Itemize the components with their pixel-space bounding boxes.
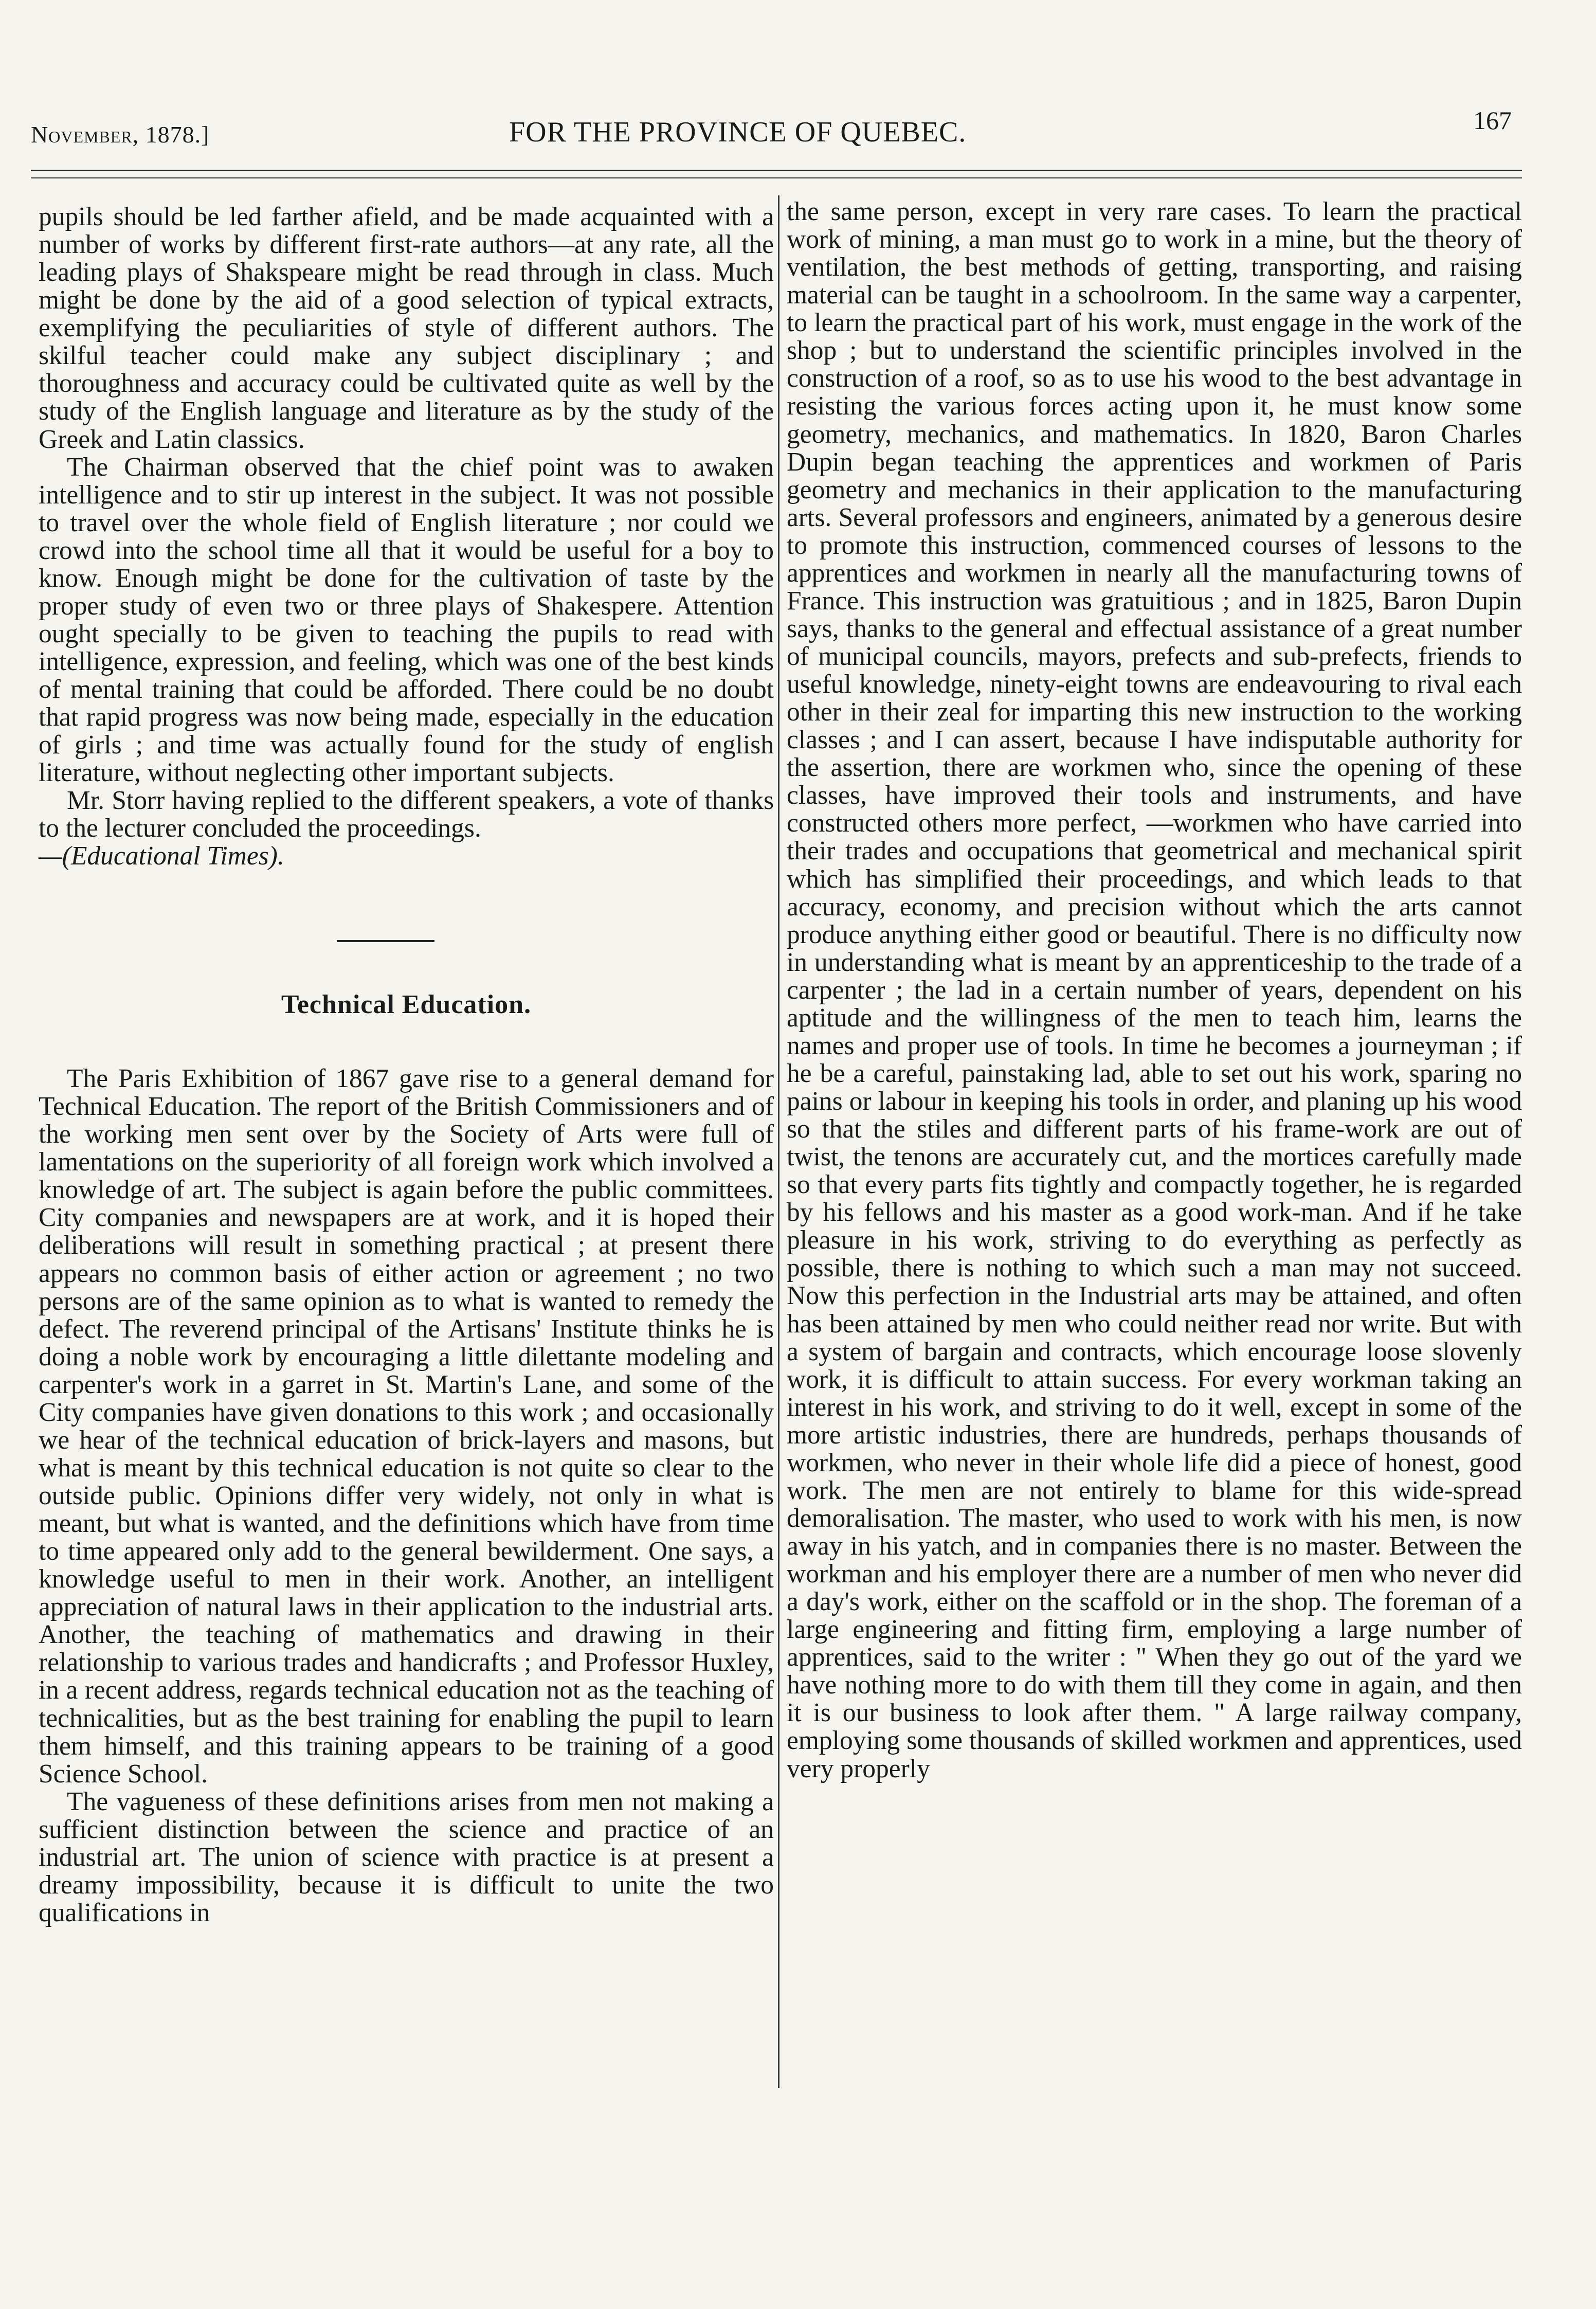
page-number: 167: [1473, 106, 1512, 135]
paragraph: pupils should be led farther afield, and be made acquainted with a number of works by different first-rate authors—at any rate, all the leading plays of Shakspeare might be read through in class. Much might be done by the aid of a good selection of typical extracts, exemplifying the peculiarities of style of different authors. The skilful teacher could make any subject disciplinary ; and thoroughness and accuracy could be cultivated quite as well by the study of the English language and literature as by the study of the Greek and Latin classics.: [39, 202, 774, 454]
running-title: FOR THE PROVINCE OF QUEBEC.: [509, 116, 967, 148]
header-rule: [31, 170, 1522, 171]
right-column: [787, 198, 1522, 1783]
paragraph: Mr. Storr having replied to the different speakers, a vote of thanks to the lecturer concluded the proceedings.: [39, 786, 774, 843]
header-rule-secondary: [31, 177, 1522, 178]
left-column: [39, 203, 774, 1927]
citation: —(Educational Times).: [39, 841, 284, 871]
issue-date: November, 1878.]: [31, 121, 210, 148]
paragraph: The Paris Exhibition of 1867 gave rise to a general demand for Technical Education. The report of the British Commissioners and of the working men sent over by the Society of Arts were full of lamentations on the superiority of all foreign work which involved a knowledge of art. The subject is again before the public committees. City companies and newspapers are at work, and it is hoped their deliberations will result in something practical ; at present there appears no common basis of either action or agreement ; no two persons are of the same opinion as to what is wanted to remedy the defect. The reverend principal of the Artisans' Institute thinks he is doing a noble work by encouraging a little dilettante modeling and carpenter's work in a garret in St. Martin's Lane, and some of the City companies have given donations to this work ; and occasionally we hear of the technical education of brick-layers and masons, but what is meant by this technical education is not quite so clear to the outside public. Opinions differ very widely, not only in what is meant, but what is wanted, and the definitions which have from time to time appeared only add to the general bewilderment. One says, a knowledge useful to men in their work. Another, an intelligent appreciation of natural laws in their application to the industrial arts. Another, the teaching of mathematics and drawing in their relationship to various trades and handicrafts ; and Professor Huxley, in a recent address, regards technical education not as the teaching of technicalities, but as the best training for enabling the pupil to learn them himself, and this training appears to be training of a good Science School.: [39, 1064, 774, 1789]
page-header: [31, 105, 1522, 147]
column-divider: [778, 195, 779, 2088]
section-separator: [337, 940, 434, 942]
paragraph: The Chairman observed that the chief point was to awaken intelligence and to stir up interest in the subject. It was not possible to travel over the whole field of English literature ; nor could we crowd into the school time all that it would be useful for a boy to know. Enough might be done for the cultivation of taste by the proper study of even two or three plays of Shakespere. Attention ought specially to be given to teaching the pupils to read with intelligence, expression, and feeling, which was one of the best kinds of mental training that could be afforded. There could be no doubt that rapid progress was now being made, especially in the education of girls ; and time was actually found for the study of english literature, without neglecting other important subjects.: [39, 452, 774, 788]
section-heading: Technical Education.: [281, 989, 532, 1019]
paragraph: the same person, except in very rare cases. To learn the practical work of mining, a man must go to work in a mine, but the theory of ventilation, the best methods of getting, transporting, and raising material can be taught in a schoolroom. In the same way a carpenter, to learn the practical part of his work, must engage in the work of the shop ; but to understand the scientific principles involved in the construction of a roof, so as to use his wood to the best advantage in resisting the various forces acting upon it, he must know some geometry, mechanics, and mathematics. In 1820, Baron Charles Dupin began teaching the apprentices and workmen of Paris geometry and mechanics in their application to the manufacturing arts. Several professors and engineers, animated by a generous desire to promote this instruction, commenced courses of lessons to the apprentices and workmen in nearly all the manufacturing towns of France. This instruction was gratuitious ; and in 1825, Baron Dupin says, thanks to the general and effectual assistance of a great number of municipal councils, mayors, prefects and sub-prefects, friends to useful knowledge, ninety-eight towns are endeavouring to rival each other in their zeal for imparting this new instruction to the working classes ; and I can assert, because I have indisputable authority for the assertion, there are workmen who, since the opening of these classes, have improved their tools and instruments, and have constructed others more perfect, —workmen who have carried into their trades and occupations that geometrical and mechanical spirit which has simplified their proceedings, and which leads to that accuracy, economy, and precision without which the arts cannot produce anything either good or beautiful. There is no difficulty now in understanding what is meant by an apprenticeship to the trade of a carpenter ; the lad in a certain number of years, dependent on his aptitude and the willingness of the men to teach him, learns the names and proper use of tools. In time he becomes a journeyman ; if he be a careful, painstaking lad, able to set out his work, sparing no pains or labour in keeping his tools in order, and planing up his wood so that the stiles and different parts of his frame-work are out of twist, the tenons are accurately cut, and the mortices carefully made so that every parts fits tightly and compactly together, he is regarded by his fellows and his master as a good work-man. And if he take pleasure in his work, striving to do everything as perfectly as possible, there is nothing to which such a man may not succeed. Now this perfection in the Industrial arts may be attained, and often has been attained by men who could neither read nor write. But with a system of bargain and contracts, which encourage loose slovenly work, it is difficult to attain success. For every workman taking an interest in his work, and striving to do it well, except in some of the more artistic industries, there are hundreds, perhaps thousands of workmen, who never in their whole life did a piece of honest, good work. The men are not entirely to blame for this wide-spread demoralisation. The master, who used to work with his men, is now away in his yatch, and in companies there is no master. Between the workman and his employer there are a number of men who never did a day's work, either on the scaffold or in the shop. The foreman of a large engineering and fitting firm, employing a large number of apprentices, said to the writer : " When they go out of the yard we have nothing more to do with them till they come in again, and then it is our business to look after them. " A large railway company, employing some thousands of skilled workmen and apprentices, used very properly: [787, 197, 1522, 1783]
paragraph: The vagueness of these definitions arises from men not making a sufficient distinction between the science and practice of an industrial art. The union of science with practice is at present a dreamy impossibility, because it is difficult to unite the two qualifications in: [39, 1787, 774, 1927]
